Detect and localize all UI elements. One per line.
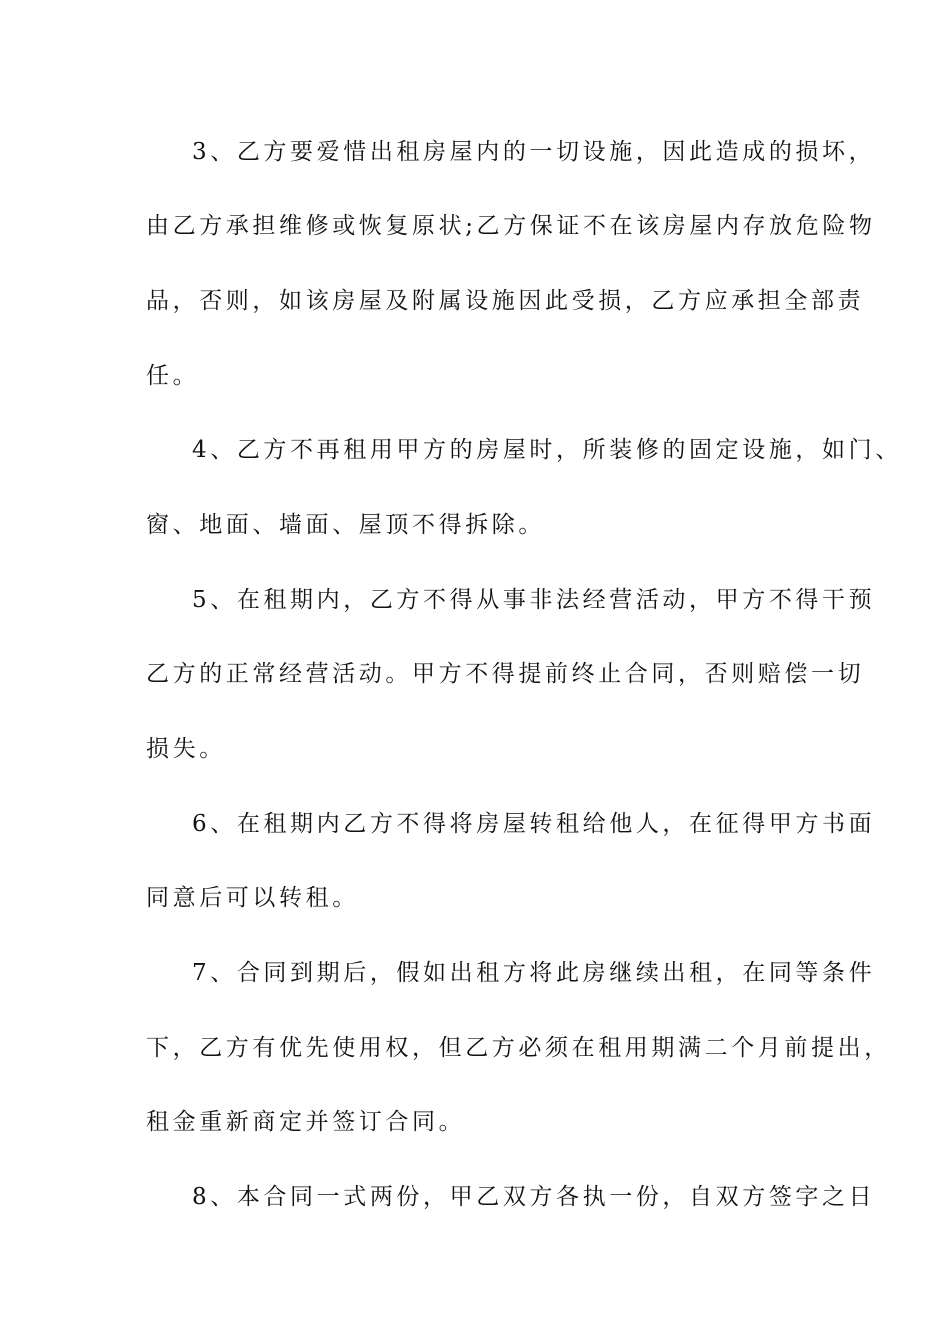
text-line: 6、在租期内乙方不得将房屋转租给他人，在征得甲方书面 [192,811,876,837]
text-line: 品，否则，如该房屋及附属设施因此受损，乙方应承担全部责 [146,288,865,314]
text-line: 4、乙方不再租用甲方的房屋时，所装修的固定设施，如门、 [192,437,902,463]
text-line: 由乙方承担维修或恢复原状;乙方保证不在该房屋内存放危险物 [146,213,876,239]
text-line: 8、本合同一式两份，甲乙双方各执一份，自双方签字之日 [192,1184,876,1210]
text-line: 3、乙方要爱惜出租房屋内的一切设施，因此造成的损坏， [192,139,876,165]
text-line: 损失。 [146,736,226,762]
text-line: 7、合同到期后，假如出租方将此房继续出租，在同等条件 [192,960,876,986]
text-line: 下，乙方有优先使用权，但乙方必须在租用期满二个月前提出， [146,1035,891,1061]
text-line: 任。 [146,363,200,389]
text-line: 租金重新商定并签订合同。 [146,1109,466,1135]
text-line: 5、在租期内，乙方不得从事非法经营活动，甲方不得干预 [192,587,876,613]
text-line: 乙方的正常经营活动。甲方不得提前终止合同，否则赔偿一切 [146,661,865,687]
text-line: 同意后可以转租。 [146,885,359,911]
text-line: 窗、地面、墙面、屋顶不得拆除。 [146,512,545,538]
